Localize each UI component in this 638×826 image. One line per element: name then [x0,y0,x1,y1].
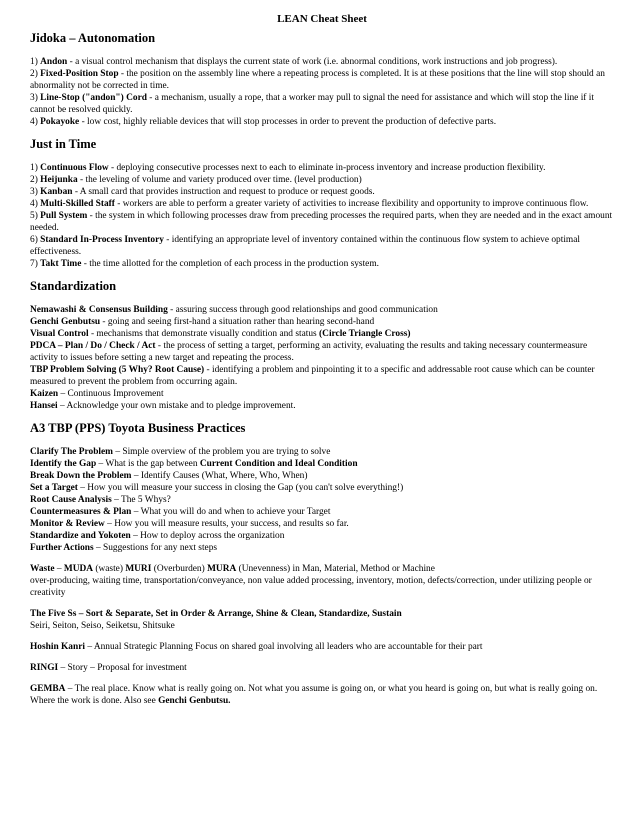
description: - a mechanism, usually a rope, that a worker may pull to signal the need for assistance and which will stop the line if it cannot be resolved quickly. [30,93,594,115]
description: – Identify Causes (What, Where, Who, When) [131,471,308,481]
description: - going and seeing first-hand a situation rather than hearing second-hand [100,317,375,327]
description: – Suggestions for any next steps [93,543,218,553]
term: Clarify The Problem [30,447,113,457]
list-item: 3) Line-Stop ("andon") Cord - a mechanism, usually a rope, that a worker may pull to signal the need for assistance and which will stop the line if it cannot be resolved quickly. [30,93,594,115]
description: – The 5 Whys? [111,495,171,505]
term: RINGI [30,663,59,673]
description: - a visual control mechanism that displays the current state of work (i.e. abnormal conditions, work instructions and job progress). [67,57,558,67]
list-item [30,518,614,530]
description: – Annual Strategic Planning Focus on shared goal involving all leaders who are accountable for their part [84,642,483,652]
section-heading-jit: Just in Time [30,137,97,151]
hoshin-block [30,641,614,653]
list-item [30,304,614,316]
section-jidoka [30,30,614,128]
five-s-block [30,608,614,632]
gemba-block [30,683,614,707]
list-item: 4) Multi-Skilled Staff - workers are able to perform a greater variety of activities to increase flexibility and opportunity to improve continuous flow. [30,199,589,209]
description: - assuring success through good relationships and good communication [167,305,438,315]
description: - identifying a problem and pinpointing it to a specific and addressable root cause which can be counter measured to prevent the problem from occurring again. [30,365,595,387]
description: – Simple overview of the problem you are trying to solve [112,447,331,457]
waste-block [30,563,614,599]
list-item: 5) Pull System - the system in which following processes draw from preceding processes the required parts, when they are needed and in the exact amount needed. [30,211,613,233]
description: - the position on the assembly line where a repeating process is completed. It is at these positions that the line will stop should an abnormality not be corrected in time. [30,69,605,91]
term: Monitor & Review [30,519,105,529]
list-item: 2) Heijunka - the leveling of volume and variety produced over time. (level production) [30,175,362,185]
list-item [30,364,614,388]
section-heading-jidoka: Jidoka – Autonomation [30,31,156,45]
description: – How you will measure your success in closing the Gap (you can't solve everything!) [77,483,404,493]
list-item: 6) Standard In-Process Inventory - identifying an appropriate level of inventory contained within the continuous flow system to achieve optimal effectiveness. [30,235,580,257]
list-item [30,494,614,506]
term: Identify the Gap [30,459,97,469]
term: Waste [30,564,55,574]
description: – How to deploy across the organization [130,531,285,541]
term-emphasis: Genchi Genbutsu. [158,696,231,706]
term: Andon [40,57,68,67]
description: - low cost, highly reliable devices that will stop processes in order to prevent the production of defective parts. [79,117,497,127]
list-item [30,388,614,400]
section-heading-a3: A3 TBP (PPS) Toyota Business Practices [30,421,246,435]
a3-steps-list [30,446,614,707]
list-item [30,542,614,554]
term: Kaizen [30,389,59,399]
term: Heijunka [40,175,78,185]
term: GEMBA [30,684,66,694]
term-emphasis: Current Condition and Ideal Condition [199,459,358,469]
term: Visual Control [30,329,89,339]
term: Line-Stop ("andon") Cord [40,93,147,103]
term: Multi-Skilled Staff [40,199,115,209]
section-a3-tbp [30,420,614,707]
term: Further Actions [30,543,94,553]
five-s-detail: Seiri, Seiton, Seiso, Seiketsu, Shitsuke [30,621,175,631]
section-standardization [30,278,614,412]
term: Takt Time [40,259,82,269]
term: Continuous Flow [40,163,109,173]
waste-detail: over-producing, waiting time, transportation/conveyance, non value added processing, inventory, motion, defects/correction, under utilizing people or creativity [30,576,592,598]
ringi-block [30,662,614,674]
term-emphasis: (Circle Triangle Cross) [319,329,411,339]
list-item [30,530,614,542]
five-s-line [30,608,614,620]
term: Pull System [40,211,88,221]
description: – The real place. Know what is really going on. Not what you assume is going on, or what you heard is going on, but what is really going on. Where the work is done. Also see [30,684,598,706]
term: Hoshin Kanri [30,642,85,652]
description: - workers are able to perform a greater variety of activities to increase flexibility and opportunity to improve continuous flow. [114,199,589,209]
term: Set a Target [30,483,78,493]
term: Standard In-Process Inventory [40,235,164,245]
list-item: 1) Andon - a visual control mechanism that displays the current state of work (i.e. abnormal conditions, work instructions and job progress). [30,57,558,67]
page-title: LEAN Cheat Sheet [277,13,367,25]
term: Standardize and Yokoten [30,531,131,541]
description: - the leveling of volume and variety produced over time. (level production) [77,175,362,185]
description: - the system in which following processes draw from preceding processes the required parts, when they are needed and in the exact amount needed. [30,211,613,233]
list-item [30,506,614,518]
list-item: 1) Continuous Flow - deploying consecutive processes next to each to eliminate in-process inventory and increase production flexibility. [30,163,546,173]
term: Root Cause Analysis [30,495,112,505]
list-item [30,641,614,653]
list-item [30,400,614,412]
list-item [30,683,614,707]
list-item [30,316,614,328]
description: - deploying consecutive processes next to each to eliminate in-process inventory and increase production flexibility. [108,163,546,173]
jidoka-list [30,56,614,128]
list-item [30,470,614,482]
list-item: 4) Pokayoke - low cost, highly reliable devices that will stop processes in order to prevent the production of defective parts. [30,117,497,127]
term: Genchi Genbutsu [30,317,101,327]
term: The Five Ss – Sort & Separate, Set in Order & Arrange, Shine & Clean, Standardize, Sustain [30,609,402,619]
term: Break Down the Problem [30,471,132,481]
description: - mechanisms that demonstrate visually condition and status [88,329,320,339]
description: - the process of setting a target, performing an activity, evaluating the results and taking necessary countermeasure activity to issues before setting a new target and repeating the process. [30,341,588,363]
list-item [30,482,614,494]
term: TBP Problem Solving (5 Why? Root Cause) [30,365,205,375]
waste-line: Waste – MUDA (waste) MURI (Overburden) MURA (Unevenness) in Man, Material, Method or Machine [30,564,435,574]
standardization-list [30,304,614,412]
document-page [30,12,614,715]
term: Countermeasures & Plan [30,507,132,517]
list-item: 2) Fixed-Position Stop - the position on the assembly line where a repeating process is completed. It is at these positions that the line will stop should an abnormality not be corrected in time. [30,69,605,91]
list-item [30,340,614,364]
list-item [30,458,614,470]
term: Fixed-Position Stop [40,69,119,79]
section-just-in-time [30,136,614,270]
description: - the time allotted for the completion of each process in the production system. [81,259,379,269]
term: PDCA – Plan / Do / Check / Act [30,341,156,351]
list-item [30,662,614,674]
term: Kanban [40,187,73,197]
list-item [30,328,614,340]
description: – Story – Proposal for investment [58,663,187,673]
description: – How you will measure results, your success, and results so far. [104,519,349,529]
term: Nemawashi & Consensus Building [30,305,168,315]
description: – What is the gap between [96,459,200,469]
section-heading-standardization: Standardization [30,279,117,293]
list-item: 3) Kanban - A small card that provides instruction and request to produce or request goods. [30,187,375,197]
term: Hansei [30,401,58,411]
description: - identifying an appropriate level of inventory contained within the continuous flow system to achieve optimal effectiveness. [30,235,580,257]
term: Pokayoke [40,117,80,127]
description: – Acknowledge your own mistake and to pledge improvement. [57,401,296,411]
list-item [30,446,614,458]
list-item: 7) Takt Time - the time allotted for the completion of each process in the production system. [30,259,379,269]
description: – What you will do and when to achieve your Target [131,507,331,517]
description: – Continuous Improvement [58,389,164,399]
jit-list [30,162,614,270]
description: - A small card that provides instruction and request to produce or request goods. [72,187,375,197]
